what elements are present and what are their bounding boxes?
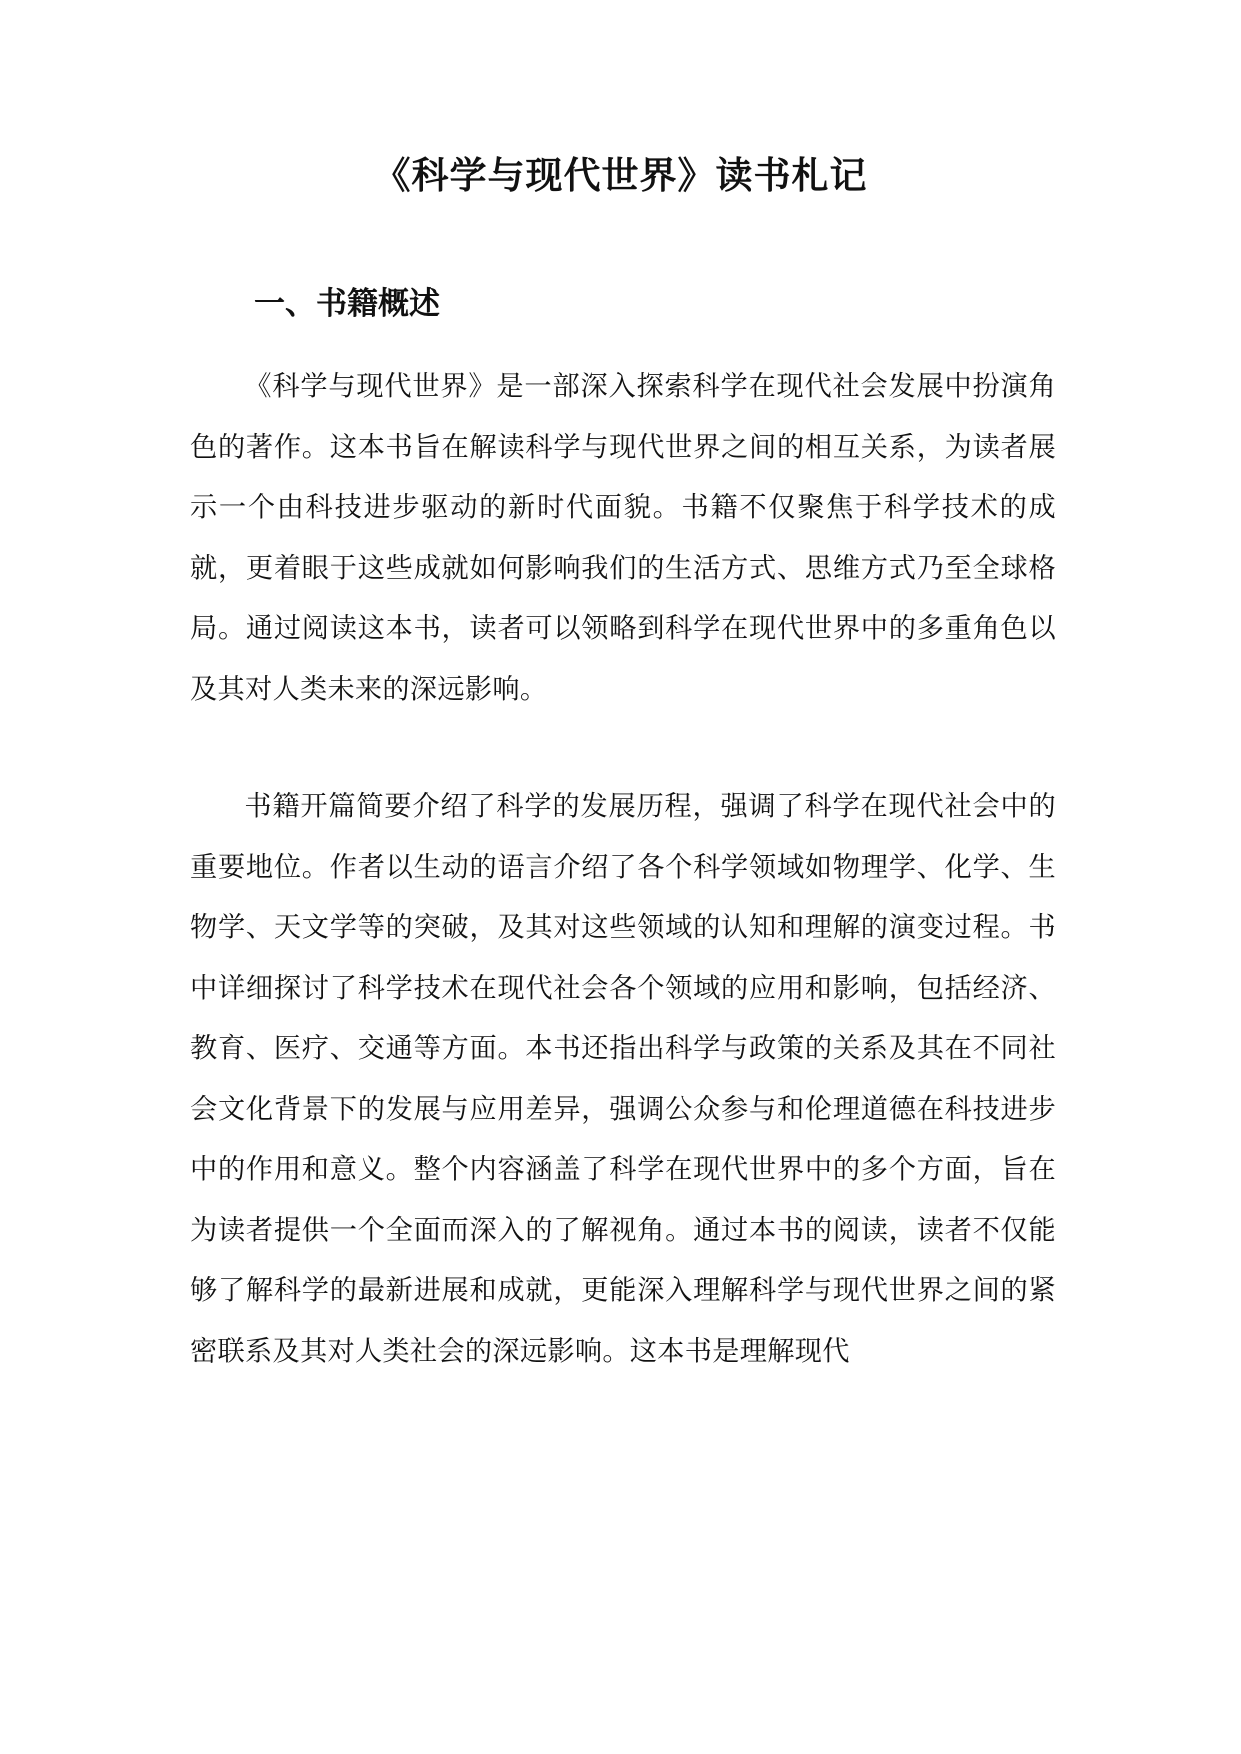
- body-paragraph: 书籍开篇简要介绍了科学的发展历程，强调了科学在现代社会中的重要地位。作者以生动的语言介绍了各个科学领域如物理学、化学、生物学、天文学等的突破，及其对这些领域的认知和理解的演变过程。书中详细探讨了科学技术在现代社会各个领域的应用和影响，包括经济、教育、医疗、交通等方面。本书还指出科学与政策的关系及其在不同社会文化背景下的发展与应用差异，强调公众参与和伦理道德在科技进步中的作用和意义。整个内容涵盖了科学在现代世界中的多个方面，旨在为读者提供一个全面而深入的了解视角。通过本书的阅读，读者不仅能够了解科学的最新进展和成就，更能深入理解科学与现代世界之间的紧密联系及其对人类社会的深远影响。这本书是理解现代: [190, 791, 1056, 1367]
- document-title: 《科学与现代世界》读书札记: [373, 153, 868, 197]
- section-heading-overview: 一、书籍概述: [254, 286, 440, 322]
- body-paragraph: 《科学与现代世界》是一部深入探索科学在现代社会发展中扮演角色的著作。这本书旨在解读科学与现代世界之间的相互关系，为读者展示一个由科技进步驱动的新时代面貌。书籍不仅聚焦于科学技术的成就，更着眼于这些成就如何影响我们的生活方式、思维方式乃至全球格局。通过阅读这本书，读者可以领略到科学在现代世界中的多重角色以及其对人类未来的深远影响。: [190, 371, 1056, 705]
